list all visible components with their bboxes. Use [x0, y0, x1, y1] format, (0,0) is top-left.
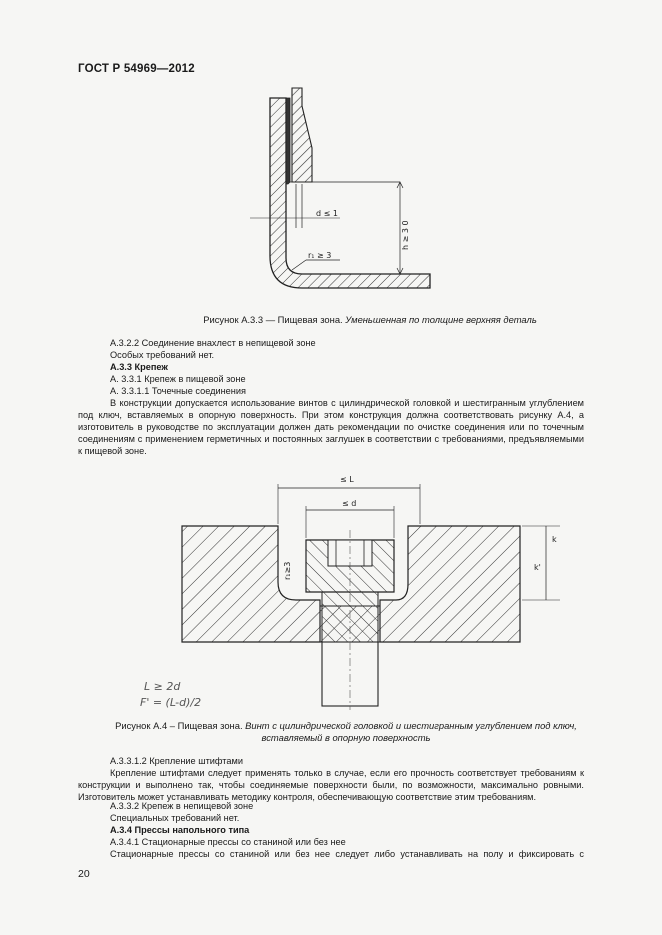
section-a3-4: А.3.4 Прессы напольного типа: [110, 825, 250, 835]
formula-L: L ≥ 2d: [144, 680, 181, 693]
figure-a4-drawing: [140, 470, 590, 714]
figure-a33-caption-prefix: Рисунок А.3.3 — Пищевая зона.: [203, 314, 346, 325]
paragraph-presses: Стационарные прессы со станиной или без нее следует либо устанавливать на полу и фиксировать с: [110, 849, 584, 859]
label-r: r₁≥3: [283, 561, 292, 580]
figure-a33-caption: [150, 314, 590, 326]
label-d: ≤ d: [342, 499, 357, 508]
figure-a4-caption-italic-1: Винт с цилиндрической головкой и шестигранным углублением под ключ,: [245, 720, 577, 731]
document-header: ГОСТ Р 54969—2012: [78, 63, 195, 75]
label-kprime: k': [534, 563, 541, 572]
section-a3-4-1: А.3.4.1 Стационарные прессы со станиной или без нее: [110, 837, 346, 847]
paragraph-screws: В конструкции допускается использование винтов с цилиндрической головкой и шестигранным углублением под ключ, вставляемых в опорную поверхность. При этом конструкция должна соответствовать рисунку А.4, а изготовитель в руководстве по эксплуатации должен дать рекомендации по очистке соединения или по точечным соединениям с применением герметичных и постоянных заглушек в соответствии с требованиями, предъявляемыми к пищевой зоне.: [78, 398, 584, 456]
section-a3-3-2: А.3.3.2 Крепеж в непищевой зоне: [110, 801, 254, 811]
formula-F: F' = (L-d)/2: [140, 696, 202, 709]
paragraph-pins: Крепление штифтами следует применять только в случае, если его прочность соответствует требованиям к конструкции и выполнено так, чтобы соединяемые поверхности были, по возможности, максимально ровными. Изготовитель может устанавливать методику контроля, обеспечивающую соответствие этим требованиям.: [78, 768, 584, 802]
figure-a4-caption-prefix: Рисунок А.4 – Пищевая зона.: [115, 720, 246, 731]
figure-a33-caption-italic: Уменьшенная по толщине верхняя деталь: [345, 314, 537, 325]
figure-a4-caption-italic-2: вставляемый в опорную поверхность: [261, 732, 431, 743]
label-radius: r₁ ≥ 3: [308, 251, 332, 260]
page-number: 20: [78, 868, 90, 880]
section-a3-3-1: А. 3.3.1 Крепеж в пищевой зоне: [110, 374, 246, 384]
section-a3-3-1-2: А.3.3.1.2 Крепление штифтами: [110, 756, 243, 766]
text-no-requirements-1: Особых требований нет.: [110, 350, 215, 360]
figure-a4-caption: [86, 720, 606, 744]
section-a3-2-2: А.3.2.2 Соединение внахлест в непищевой зоне: [110, 338, 316, 348]
figure-a33-drawing: [240, 88, 440, 300]
label-k: k: [552, 535, 557, 544]
label-height: h ≥ 3 0: [401, 220, 410, 250]
label-L: ≤ L: [340, 475, 354, 484]
section-a3-3-1-1: А. 3.3.1.1 Точечные соединения: [110, 386, 246, 396]
section-a3-3: А.3.3 Крепеж: [110, 362, 168, 372]
text-no-requirements-2: Специальных требований нет.: [110, 813, 240, 823]
label-thickness: d ≤ 1: [316, 209, 338, 218]
